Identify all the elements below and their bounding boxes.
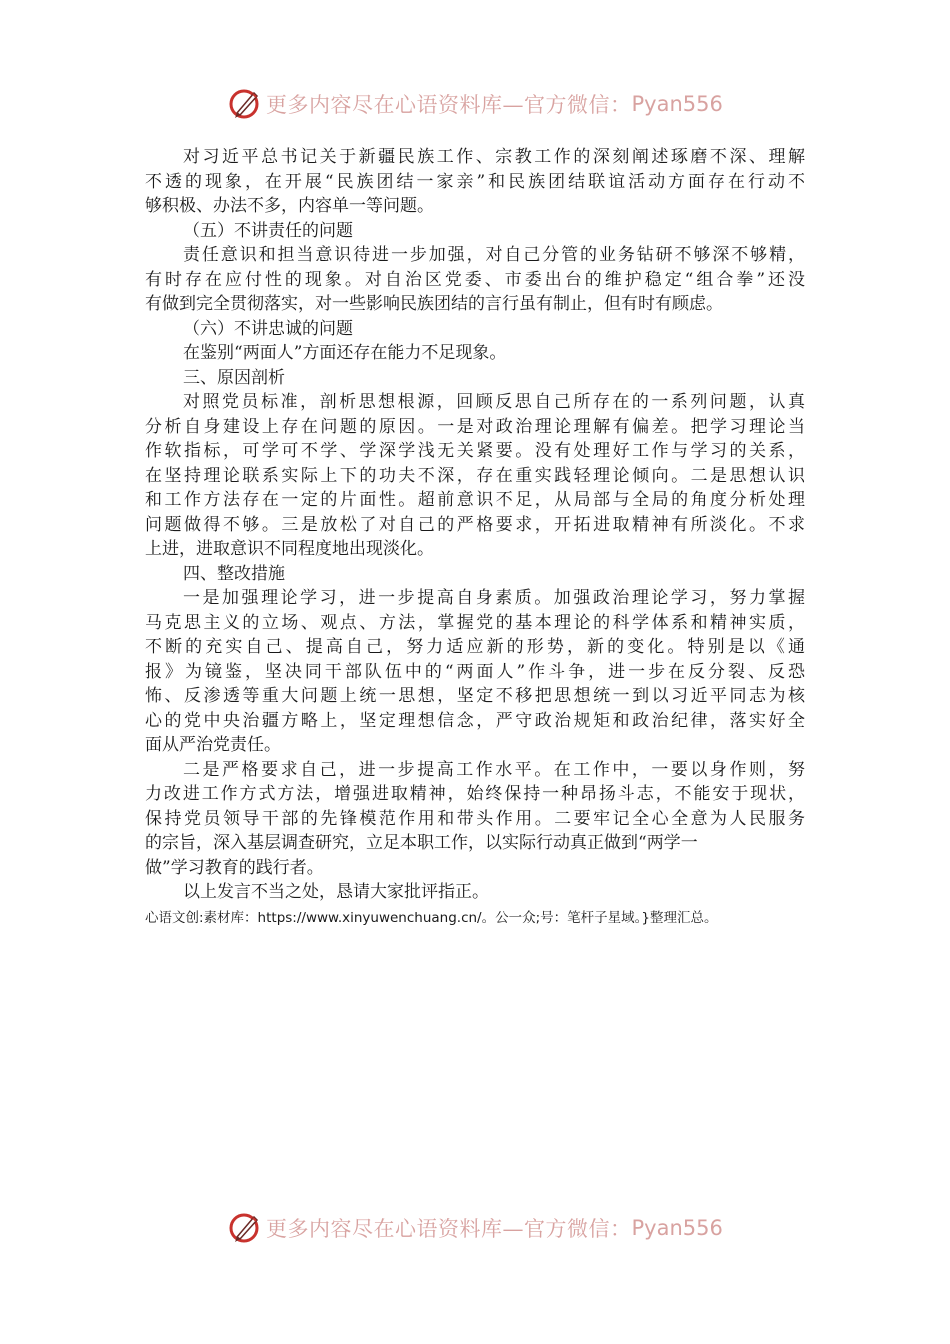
body-line: 马克思主义的立场、观点、方法，掌握党的基本理论的科学体系和精神实质，	[145, 612, 805, 633]
body-line: 的宗旨，深入基层调查研究，立足本职工作，以实际行动真正做到“两学一	[145, 833, 698, 853]
document-body	[145, 145, 805, 929]
body-line: 保持党员领导干部的先锋模范作用和带头作用。二要牢记全心全意为人民服务	[145, 808, 805, 829]
body-line: 问题做得不够。三是放松了对自己的严格要求，开拓进取精神有所淡化。不求	[145, 514, 805, 535]
body-line: 三、原因剖析	[183, 367, 285, 388]
body-line: 有做到完全贯彻落实，对一些影响民族团结的言行虽有制止，但有时有顾虑。	[145, 294, 723, 314]
body-line: 四、整改措施	[183, 563, 285, 584]
body-line: 作软指标，可学可不学、学深学浅无关紧要。没有处理好工作与学习的关系，	[145, 441, 805, 461]
body-line: 责任意识和担当意识待进一步加强，对自己分管的业务钻研不够深不够精，	[183, 245, 805, 265]
header-wechat-id: Pyan556	[631, 92, 723, 116]
body-line: 二是严格要求自己，进一步提高工作水平。在工作中，一要以身作则，努	[183, 759, 805, 780]
body-line: 做”学习教育的践行者。	[145, 857, 324, 878]
body-line: 以上发言不当之处，恳请大家批评指正。	[183, 882, 489, 902]
body-line: 面从严治党责任。	[145, 735, 281, 755]
footer-wechat-id: Pyan556	[631, 1216, 723, 1240]
body-line: 一是加强理论学习，进一步提高自身素质。加强政治理论学习，努力掌握	[183, 588, 805, 608]
source-note: 心语文创:素材库：https://www.xinyuwenchuang.cn/。公一众;号：笔杆子星域。}整理汇总。	[145, 909, 718, 926]
body-line: 在坚持理论联系实际上下的功夫不深，存在重实践轻理论倾向。二是思想认识	[145, 465, 805, 486]
body-line: 分析自身建设上存在问题的原因。一是对政治理论理解有偏差。把学习理论当	[145, 416, 805, 437]
pen-logo-icon	[228, 1211, 262, 1245]
body-line: 不断的充实自己、提高自己，努力适应新的形势，新的变化。特别是以《通	[145, 637, 805, 657]
body-line: （六）不讲忠诚的问题	[183, 318, 353, 339]
body-line: 有时存在应付性的现象。对自治区党委、市委出台的维护稳定“组合拳”还没	[145, 269, 805, 290]
body-line: 力改进工作方式方法，增强进取精神，始终保持一种昂扬斗志，不能安于现状，	[145, 784, 805, 804]
body-line: 怖、反渗透等重大问题上统一思想，坚定不移把思想统一到以习近平同志为核	[145, 686, 805, 706]
footer-banner	[228, 1208, 723, 1248]
body-line: 心的党中央治疆方略上，坚定理想信念，严守政治规矩和政治纪律，落实好全	[145, 710, 805, 731]
body-line: 够积极、办法不多，内容单一等问题。	[145, 196, 434, 216]
body-line: （五）不讲责任的问题	[183, 220, 353, 241]
pen-logo-icon	[228, 87, 262, 121]
footer-banner-text: 更多内容尽在心语资料库—官方微信：	[266, 1217, 632, 1241]
body-line: 在鉴别“两面人”方面还存在能力不足现象。	[183, 343, 507, 363]
body-line: 上进，进取意识不同程度地出现淡化。	[145, 539, 434, 559]
body-line: 和工作方法存在一定的片面性。超前意识不足，从局部与全局的角度分析处理	[145, 490, 805, 510]
header-banner	[228, 84, 723, 124]
body-line: 不透的现象，在开展“民族团结一家亲”和民族团结联谊活动方面存在行动不	[145, 171, 805, 192]
header-banner-text: 更多内容尽在心语资料库—官方微信：	[266, 93, 632, 117]
body-line: 对照党员标准，剖析思想根源，回顾反思自己所存在的一系列问题，认真	[183, 392, 805, 412]
body-line: 对习近平总书记关于新疆民族工作、宗教工作的深刻阐述琢磨不深、理解	[183, 147, 805, 167]
body-line: 报》为镜鉴，坚决同干部队伍中的“两面人”作斗争，进一步在反分裂、反恐	[145, 661, 805, 682]
